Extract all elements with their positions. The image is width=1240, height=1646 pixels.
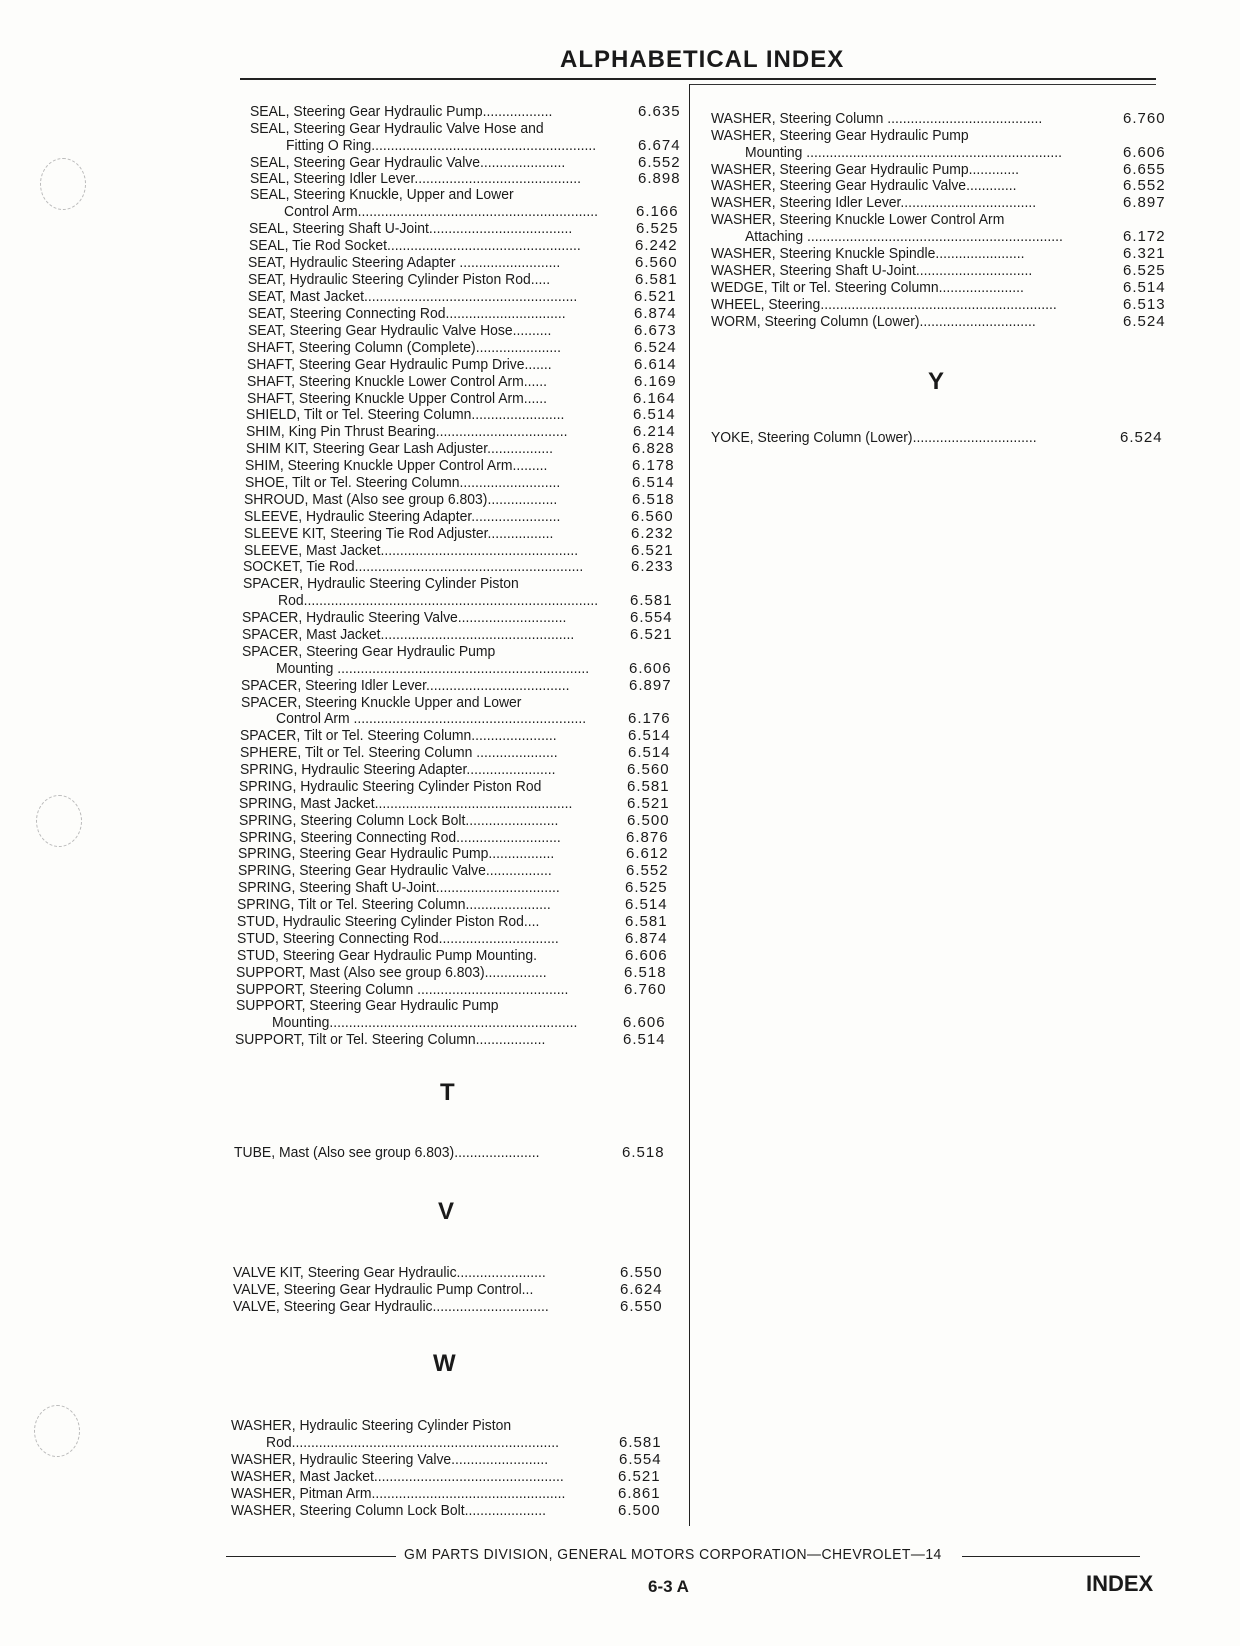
index-entry-page: 6.552 — [1123, 177, 1166, 194]
index-entry-page: 6.514 — [632, 474, 675, 491]
index-entry-page: 6.614 — [634, 356, 677, 373]
index-entry-text: SHAFT, Steering Knuckle Lower Control Arm...... — [247, 373, 548, 390]
index-entry-text: WASHER, Steering Column Lock Bolt..................... — [231, 1502, 547, 1519]
index-entry-text: WASHER, Pitman Arm.................................................. — [231, 1485, 566, 1502]
index-entry-text: Control Arm.............................................................. — [284, 203, 598, 220]
index-entry-page: 6.560 — [627, 761, 670, 778]
index-entry-text: SEAL, Steering Idler Lever........................................... — [250, 170, 582, 187]
index-entry-page: 6.166 — [636, 203, 679, 220]
index-entry-page: 6.606 — [625, 947, 668, 964]
index-entry-text: SPACER, Steering Idler Lever..................................... — [241, 677, 570, 694]
index-entry-page: 6.525 — [625, 879, 668, 896]
index-entry-text: WASHER, Steering Column ........................................ — [711, 110, 1043, 127]
index-entry-text: SPACER, Steering Gear Hydraulic Pump — [242, 643, 496, 660]
header-rule-right — [690, 84, 1156, 85]
index-entry-text: SEAL, Steering Gear Hydraulic Valve...................... — [250, 154, 566, 171]
index-entry-text: WASHER, Steering Shaft U-Joint.............................. — [711, 262, 1033, 279]
index-entry-text: VALVE, Steering Gear Hydraulic.............................. — [233, 1298, 549, 1315]
index-entry-page: 6.635 — [638, 103, 681, 120]
index-entry-page: 6.612 — [626, 845, 669, 862]
index-entry-page: 6.674 — [638, 137, 681, 154]
index-entry-page: 6.550 — [620, 1264, 663, 1281]
index-entry-text: Mounting................................................................ — [272, 1014, 578, 1031]
index-entry-text: WASHER, Steering Gear Hydraulic Valve............. — [711, 177, 1017, 194]
section-letter-w: W — [433, 1350, 456, 1377]
index-entry-page: 6.214 — [633, 423, 676, 440]
index-entry-text: SLEEVE, Hydraulic Steering Adapter....................... — [244, 508, 561, 525]
index-entry-text: SEAT, Hydraulic Steering Cylinder Piston Rod..... — [248, 271, 551, 288]
index-entry-page: 6.178 — [632, 457, 675, 474]
index-entry-page: 6.514 — [628, 744, 671, 761]
index-entry-page: 6.655 — [1123, 161, 1166, 178]
index-entry-text: WASHER, Steering Gear Hydraulic Pump — [711, 127, 969, 144]
index-entry-page: 6.176 — [628, 710, 671, 727]
index-entry-page: 6.581 — [630, 592, 673, 609]
footer-publisher: GM PARTS DIVISION, GENERAL MOTORS CORPORATION—CHEVROLET—14 — [404, 1546, 942, 1563]
index-entry-page: 6.581 — [627, 778, 670, 795]
index-entry-text: Rod............................................................................ — [278, 592, 599, 609]
footer-rule-right — [962, 1556, 1140, 1557]
index-entry-page: 6.514 — [628, 727, 671, 744]
index-entry-text: SHROUD, Mast (Also see group 6.803).................. — [244, 491, 558, 508]
index-entry-text: SPACER, Hydraulic Steering Valve............................ — [242, 609, 567, 626]
index-entry-text: WASHER, Mast Jacket................................................. — [231, 1468, 564, 1485]
punch-hole-mark — [34, 1405, 80, 1457]
index-entry-text: SPHERE, Tilt or Tel. Steering Column ..................... — [240, 744, 558, 761]
index-entry-text: STUD, Hydraulic Steering Cylinder Piston Rod.... — [237, 913, 540, 930]
index-entry-page: 6.233 — [631, 558, 674, 575]
index-entry-text: SLEEVE KIT, Steering Tie Rod Adjuster................. — [244, 525, 554, 542]
index-entry-page: 6.606 — [629, 660, 672, 677]
index-entry-page: 6.874 — [634, 305, 677, 322]
index-entry-page: 6.514 — [1123, 279, 1166, 296]
index-entry-text: WEDGE, Tilt or Tel. Steering Column...................... — [711, 279, 1024, 296]
index-entry-page: 6.552 — [638, 154, 681, 171]
index-entry-text: Mounting ................................................................. — [276, 660, 590, 677]
index-entry-text: SHIELD, Tilt or Tel. Steering Column........................ — [246, 406, 565, 423]
index-entry-page: 6.897 — [1123, 194, 1166, 211]
section-letter-t: T — [440, 1079, 455, 1106]
index-entry-page: 6.606 — [1123, 144, 1166, 161]
index-entry-text: SEAT, Hydraulic Steering Adapter .......................... — [248, 254, 561, 271]
index-entry-text: SEAL, Steering Shaft U-Joint..................................... — [249, 220, 573, 237]
index-entry-text: SPRING, Steering Gear Hydraulic Valve................. — [238, 862, 552, 879]
punch-hole-mark — [36, 795, 82, 847]
index-entry-page: 6.876 — [626, 829, 669, 846]
index-entry-text: SEAL, Steering Knuckle, Upper and Lower — [250, 186, 514, 203]
index-entry-page: 6.828 — [632, 440, 675, 457]
index-entry-page: 6.169 — [634, 373, 677, 390]
index-entry-text: VALVE, Steering Gear Hydraulic Pump Control... — [233, 1281, 534, 1298]
column-divider — [689, 84, 690, 1526]
index-entry-text: SUPPORT, Mast (Also see group 6.803)................ — [236, 964, 547, 981]
index-entry-page: 6.242 — [635, 237, 678, 254]
index-entry-page: 6.521 — [634, 288, 677, 305]
index-entry-page: 6.164 — [633, 390, 676, 407]
index-entry-text: SHIM, Steering Knuckle Upper Control Arm......... — [245, 457, 548, 474]
index-entry-page: 6.518 — [624, 964, 667, 981]
index-entry-text: SHAFT, Steering Knuckle Upper Control Arm...... — [247, 390, 548, 407]
index-entry-text: SHAFT, Steering Column (Complete)...................... — [247, 339, 561, 356]
index-entry-page: 6.624 — [620, 1281, 663, 1298]
index-entry-text: SEAT, Mast Jacket....................................................... — [248, 288, 578, 305]
index-entry-page: 6.521 — [627, 795, 670, 812]
index-entry-text: SPACER, Steering Knuckle Upper and Lower — [241, 694, 522, 711]
index-entry-text: Mounting .................................................................. — [745, 144, 1063, 161]
index-entry-text: WORM, Steering Column (Lower).............................. — [711, 313, 1036, 330]
index-entry-page: 6.874 — [625, 930, 668, 947]
index-entry-text: SPACER, Mast Jacket.................................................. — [242, 626, 575, 643]
index-entry-text: SPRING, Hydraulic Steering Adapter....................... — [240, 761, 556, 778]
index-entry-page: 6.521 — [630, 626, 673, 643]
index-entry-text: SUPPORT, Steering Gear Hydraulic Pump — [236, 997, 499, 1014]
index-entry-text: SOCKET, Tie Rod........................................................... — [243, 558, 584, 575]
index-entry-page: 6.552 — [626, 862, 669, 879]
index-entry-text: YOKE, Steering Column (Lower)................................ — [711, 429, 1037, 446]
index-entry-page: 6.518 — [622, 1144, 665, 1161]
index-entry-page: 6.524 — [1123, 313, 1166, 330]
header-rule — [240, 78, 1156, 80]
index-entry-text: WHEEL, Steering............................................................. — [711, 296, 1057, 313]
index-entry-text: WASHER, Steering Knuckle Spindle....................... — [711, 245, 1025, 262]
index-entry-page: 6.550 — [620, 1298, 663, 1315]
index-entry-page: 6.560 — [631, 508, 674, 525]
index-entry-text: SLEEVE, Mast Jacket................................................... — [244, 542, 579, 559]
index-entry-text: SPRING, Tilt or Tel. Steering Column...................... — [237, 896, 551, 913]
index-entry-text: SPACER, Tilt or Tel. Steering Column...................... — [240, 727, 557, 744]
index-entry-page: 6.898 — [638, 170, 681, 187]
index-entry-page: 6.554 — [630, 609, 673, 626]
index-entry-page: 6.521 — [631, 542, 674, 559]
index-entry-page: 6.760 — [1123, 110, 1166, 127]
index-entry-text: SHIM KIT, Steering Gear Lash Adjuster................. — [246, 440, 554, 457]
index-entry-text: Rod..................................................................... — [266, 1434, 560, 1451]
index-entry-text: WASHER, Steering Gear Hydraulic Pump............. — [711, 161, 1020, 178]
index-entry-page: 6.514 — [633, 406, 676, 423]
index-entry-text: SEAL, Steering Gear Hydraulic Pump.................. — [250, 103, 553, 120]
section-label: INDEX — [1086, 1571, 1154, 1596]
index-entry-text: VALVE KIT, Steering Gear Hydraulic....................... — [233, 1264, 546, 1281]
index-entry-page: 6.514 — [625, 896, 668, 913]
index-entry-text: TUBE, Mast (Also see group 6.803)...................... — [234, 1144, 540, 1161]
index-entry-text: SPRING, Steering Column Lock Bolt........................ — [239, 812, 559, 829]
index-entry-page: 6.500 — [627, 812, 670, 829]
index-entry-text: WASHER, Hydraulic Steering Valve......................... — [231, 1451, 549, 1468]
index-entry-page: 6.606 — [623, 1014, 666, 1031]
index-entry-text: STUD, Steering Gear Hydraulic Pump Mounting. — [237, 947, 538, 964]
section-letter-v: V — [438, 1198, 455, 1225]
index-entry-page: 6.560 — [635, 254, 678, 271]
index-entry-text: Control Arm ............................................................ — [276, 710, 587, 727]
index-entry-text: SPRING, Steering Gear Hydraulic Pump................. — [238, 845, 555, 862]
index-entry-text: SPRING, Mast Jacket................................................... — [239, 795, 573, 812]
index-entry-text: WASHER, Steering Idler Lever................................... — [711, 194, 1037, 211]
index-entry-text: SHOE, Tilt or Tel. Steering Column.......................... — [245, 474, 561, 491]
index-entry-text: SHAFT, Steering Gear Hydraulic Pump Drive....... — [247, 356, 552, 373]
page-title: ALPHABETICAL INDEX — [560, 46, 845, 73]
index-entry-text: SUPPORT, Tilt or Tel. Steering Column.................. — [235, 1031, 546, 1048]
index-entry-page: 6.581 — [635, 271, 678, 288]
index-entry-text: SEAL, Tie Rod Socket.................................................. — [249, 237, 581, 254]
page-number: 6-3 A — [648, 1577, 689, 1596]
index-entry-text: STUD, Steering Connecting Rod............................... — [237, 930, 559, 947]
index-entry-text: SHIM, King Pin Thrust Bearing.................................. — [246, 423, 568, 440]
index-entry-page: 6.172 — [1123, 228, 1166, 245]
index-entry-page: 6.861 — [618, 1485, 661, 1502]
index-entry-page: 6.321 — [1123, 245, 1166, 262]
index-entry-page: 6.897 — [629, 677, 672, 694]
index-entry-page: 6.514 — [623, 1031, 666, 1048]
index-entry-page: 6.513 — [1123, 296, 1166, 313]
index-entry-page: 6.760 — [624, 981, 667, 998]
index-entry-page: 6.581 — [625, 913, 668, 930]
index-entry-page: 6.525 — [636, 220, 679, 237]
index-entry-text: SEAT, Steering Connecting Rod............................... — [248, 305, 566, 322]
index-entry-text: WASHER, Hydraulic Steering Cylinder Piston — [231, 1417, 512, 1434]
index-entry-page: 6.524 — [634, 339, 677, 356]
index-entry-page: 6.554 — [619, 1451, 662, 1468]
index-entry-text: SEAT, Steering Gear Hydraulic Valve Hose.......... — [248, 322, 552, 339]
index-entry-page: 6.673 — [634, 322, 677, 339]
index-entry-text: WASHER, Steering Knuckle Lower Control Arm — [711, 211, 1005, 228]
punch-hole-mark — [40, 158, 86, 210]
index-entry-text: Fitting O Ring.......................................................... — [286, 137, 597, 154]
index-entry-text: SPACER, Hydraulic Steering Cylinder Piston — [243, 575, 519, 592]
index-entry-text: SPRING, Steering Shaft U-Joint................................ — [238, 879, 560, 896]
index-entry-page: 6.518 — [632, 491, 675, 508]
index-entry-page: 6.521 — [618, 1468, 661, 1485]
index-entry-text: Attaching .................................................................. — [745, 228, 1063, 245]
index-entry-text: SPRING, Steering Connecting Rod........................... — [239, 829, 561, 846]
footer-rule-left — [226, 1556, 396, 1557]
index-entry-page: 6.581 — [619, 1434, 662, 1451]
index-entry-text: SUPPORT, Steering Column ....................................... — [236, 981, 569, 998]
index-entry-page: 6.524 — [1120, 429, 1163, 446]
section-letter-y: Y — [928, 368, 945, 395]
index-entry-text: SEAL, Steering Gear Hydraulic Valve Hose and — [250, 120, 544, 137]
index-entry-page: 6.232 — [631, 525, 674, 542]
index-entry-text: SPRING, Hydraulic Steering Cylinder Piston Rod — [239, 778, 542, 795]
index-entry-page: 6.525 — [1123, 262, 1166, 279]
index-entry-page: 6.500 — [618, 1502, 661, 1519]
